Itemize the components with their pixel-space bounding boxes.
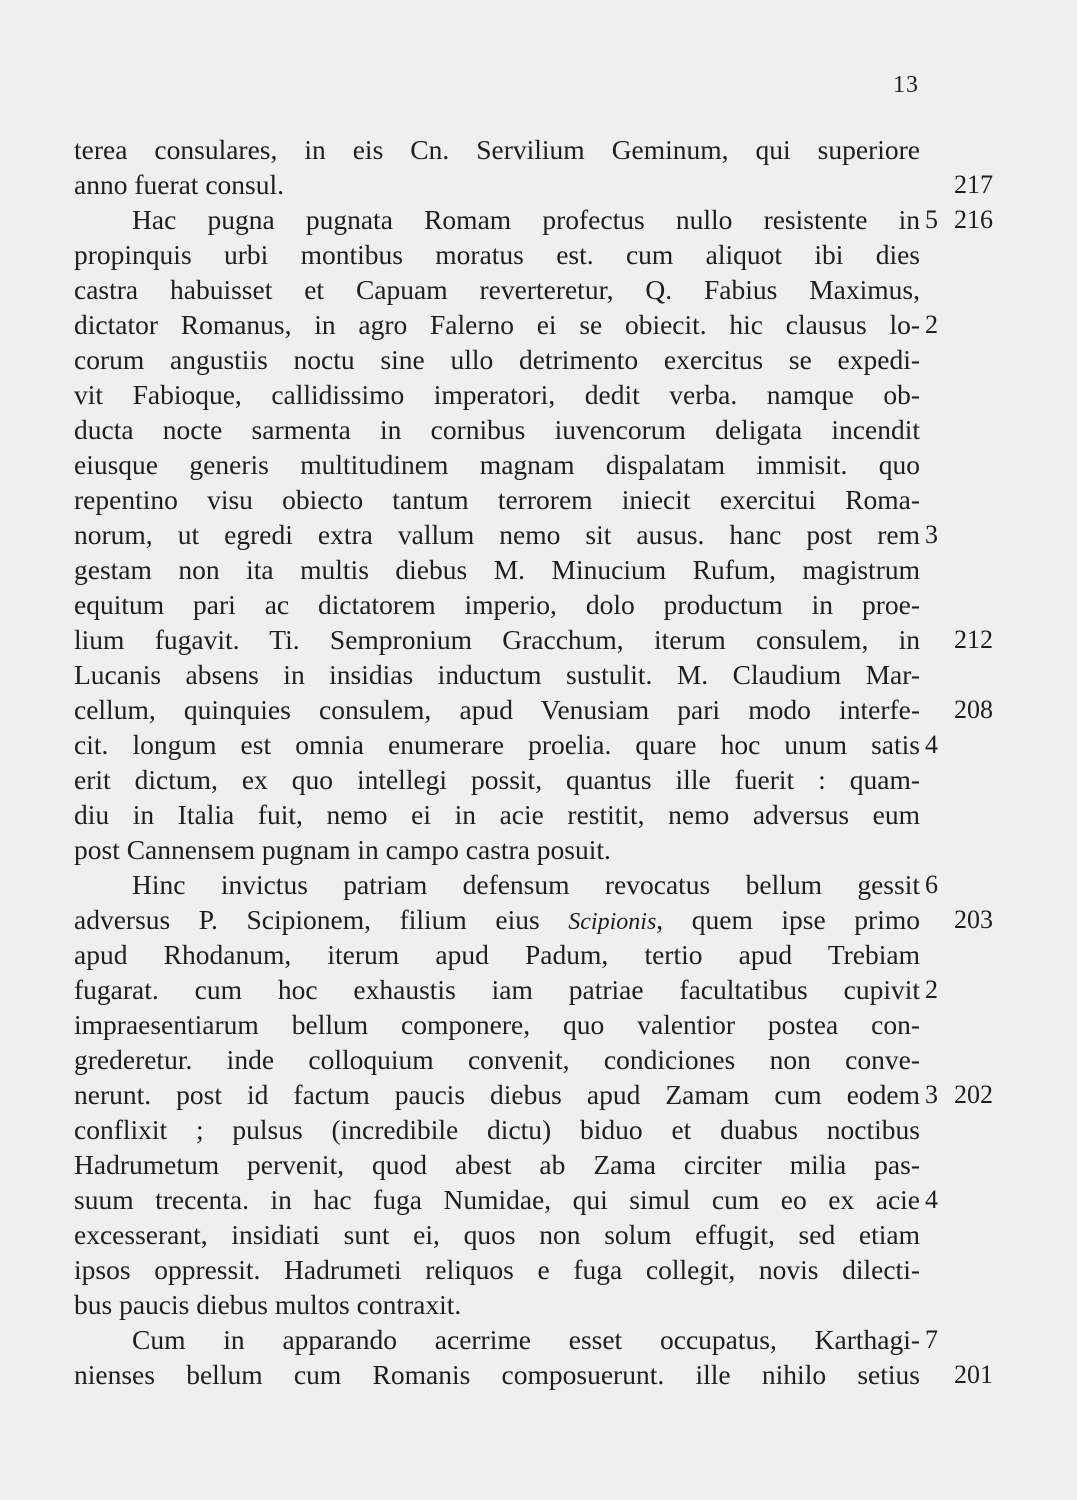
line-text: Hac pugna pugnata Romam profectus nullo resistente in [132,204,920,235]
line-text: gestam non ita multis diebus M. Minucium Rufum, magistrum [74,554,920,585]
line-text: Hinc invictus patriam defensum revocatus bellum gessit [132,869,920,900]
line-text: cellum, quinquies consulem, apud Venusiam pari modo interfe- [74,694,920,725]
section-number: 6 [925,870,938,899]
line-text: norum, ut egredi extra vallum nemo sit ausus. hanc post rem [74,519,920,550]
line-text: suum trecenta. in hac fuga Numidae, qui simul cum eo ex acie [74,1184,920,1215]
text-line [74,272,920,307]
line-text: diu in Italia fuit, nemo ei in acie restitit, nemo adversus eum [74,799,920,830]
text-line [74,1007,920,1042]
section-number: 3 [925,1080,938,1109]
line-text: lium fugavit. Ti. Sempronium Gracchum, iterum consulem, in [74,624,920,655]
text-line [74,167,993,202]
line-text: nienses bellum cum Romanis composuerunt. ille nihilo setius [74,1359,920,1390]
text-line [74,937,920,972]
text-line [74,867,938,902]
line-text: propinquis urbi montibus moratus est. cum aliquot ibi dies [74,239,920,270]
line-text: bus paucis diebus multos contraxit. [74,1289,462,1320]
text-line [74,202,993,237]
text-line [74,1217,920,1252]
text-line [74,1252,920,1287]
year-marginal: 201 [954,1360,993,1389]
section-number: 5 [925,205,938,234]
text-line [74,1042,920,1077]
text-line [74,657,920,692]
line-text: Lucanis absens in insidias inductum sustulit. M. Claudium Mar- [74,659,920,690]
text-line [74,972,938,1007]
section-number: 4 [925,730,938,759]
line-text: conflixit ; pulsus (incredibile dictu) biduo et duabus noctibus [74,1114,920,1145]
line-text: corum angustiis noctu sine ullo detrimento exercitus se expedi- [74,344,920,375]
line-text: equitum pari ac dictatorem imperio, dolo productum in proe- [74,589,920,620]
text-block [74,132,993,1392]
line-text: nerunt. post id factum paucis diebus apud Zamam cum eodem [74,1079,920,1110]
line-text: apud Rhodanum, iterum apud Padum, tertio apud Trebiam [74,939,920,970]
section-number: 4 [925,1185,938,1214]
section-number: 2 [925,310,938,339]
line-text: eiusque generis multitudinem magnam dispalatam immisit. quo [74,449,920,480]
year-marginal: 217 [954,170,993,199]
text-line [74,1322,938,1357]
text-line [74,587,920,622]
text-line [74,1182,938,1217]
section-number: 3 [925,520,938,549]
text-line [74,1112,920,1147]
text-line [74,692,993,727]
text-line [74,1357,993,1392]
line-text: dictator Romanus, in agro Falerno ei se obiecit. hic clausus lo- [74,309,920,340]
text-line [74,552,920,587]
line-text: adversus P. Scipionem, filium eius Scipionis, quem ipse primo [74,904,920,935]
line-text: impraesentiarum bellum componere, quo valentior postea con- [74,1009,920,1040]
line-text: ipsos oppressit. Hadrumeti reliquos e fuga collegit, novis dilecti- [74,1254,920,1285]
text-line [74,727,938,762]
text-line [74,517,938,552]
section-number: 7 [925,1325,938,1354]
text-line [74,762,920,797]
text-line [74,342,920,377]
text-line [74,902,993,937]
text-line [74,832,920,867]
line-text: anno fuerat consul. [74,169,284,200]
year-marginal: 212 [954,625,993,654]
line-text: cit. longum est omnia enumerare proelia. quare hoc unum satis [74,729,920,760]
line-text: excesserant, insidiati sunt ei, quos non solum effugit, sed etiam [74,1219,920,1250]
text-line [74,1077,993,1112]
text-line [74,307,938,342]
text-line [74,412,920,447]
text-line [74,237,920,272]
line-text: erit dictum, ex quo intellegi possit, quantus ille fuerit : quam- [74,764,920,795]
line-text: castra habuisset et Capuam reverteretur, Q. Fabius Maximus, [74,274,920,305]
italic-word: Scipionis [568,909,657,935]
page-number: 13 [893,72,919,98]
text-line [74,482,920,517]
line-text: Hadrumetum pervenit, quod abest ab Zama circiter milia pas- [74,1149,920,1180]
line-text: vit Fabioque, callidissimo imperatori, dedit verba. namque ob- [74,379,920,410]
text-line [74,377,920,412]
line-text: terea consulares, in eis Cn. Servilium Geminum, qui superiore [74,134,920,165]
text-line [74,447,920,482]
text-line [74,1147,920,1182]
line-text: grederetur. inde colloquium convenit, condiciones non conve- [74,1044,920,1075]
text-line [74,132,920,167]
line-text: repentino visu obiecto tantum terrorem iniecit exercitui Roma- [74,484,920,515]
line-text: post Cannensem pugnam in campo castra posuit. [74,834,611,865]
line-text: fugarat. cum hoc exhaustis iam patriae facultatibus cupivit [74,974,920,1005]
line-text: Cum in apparando acerrime esset occupatus, Karthagi- [132,1324,920,1355]
year-marginal: 208 [954,695,993,724]
year-marginal: 202 [954,1080,993,1109]
text-line [74,797,920,832]
text-line [74,1287,920,1322]
text-line [74,622,993,657]
year-marginal: 203 [954,905,993,934]
year-marginal: 216 [954,205,993,234]
line-text: ducta nocte sarmenta in cornibus iuvencorum deligata incendit [74,414,920,445]
section-number: 2 [925,975,938,1004]
